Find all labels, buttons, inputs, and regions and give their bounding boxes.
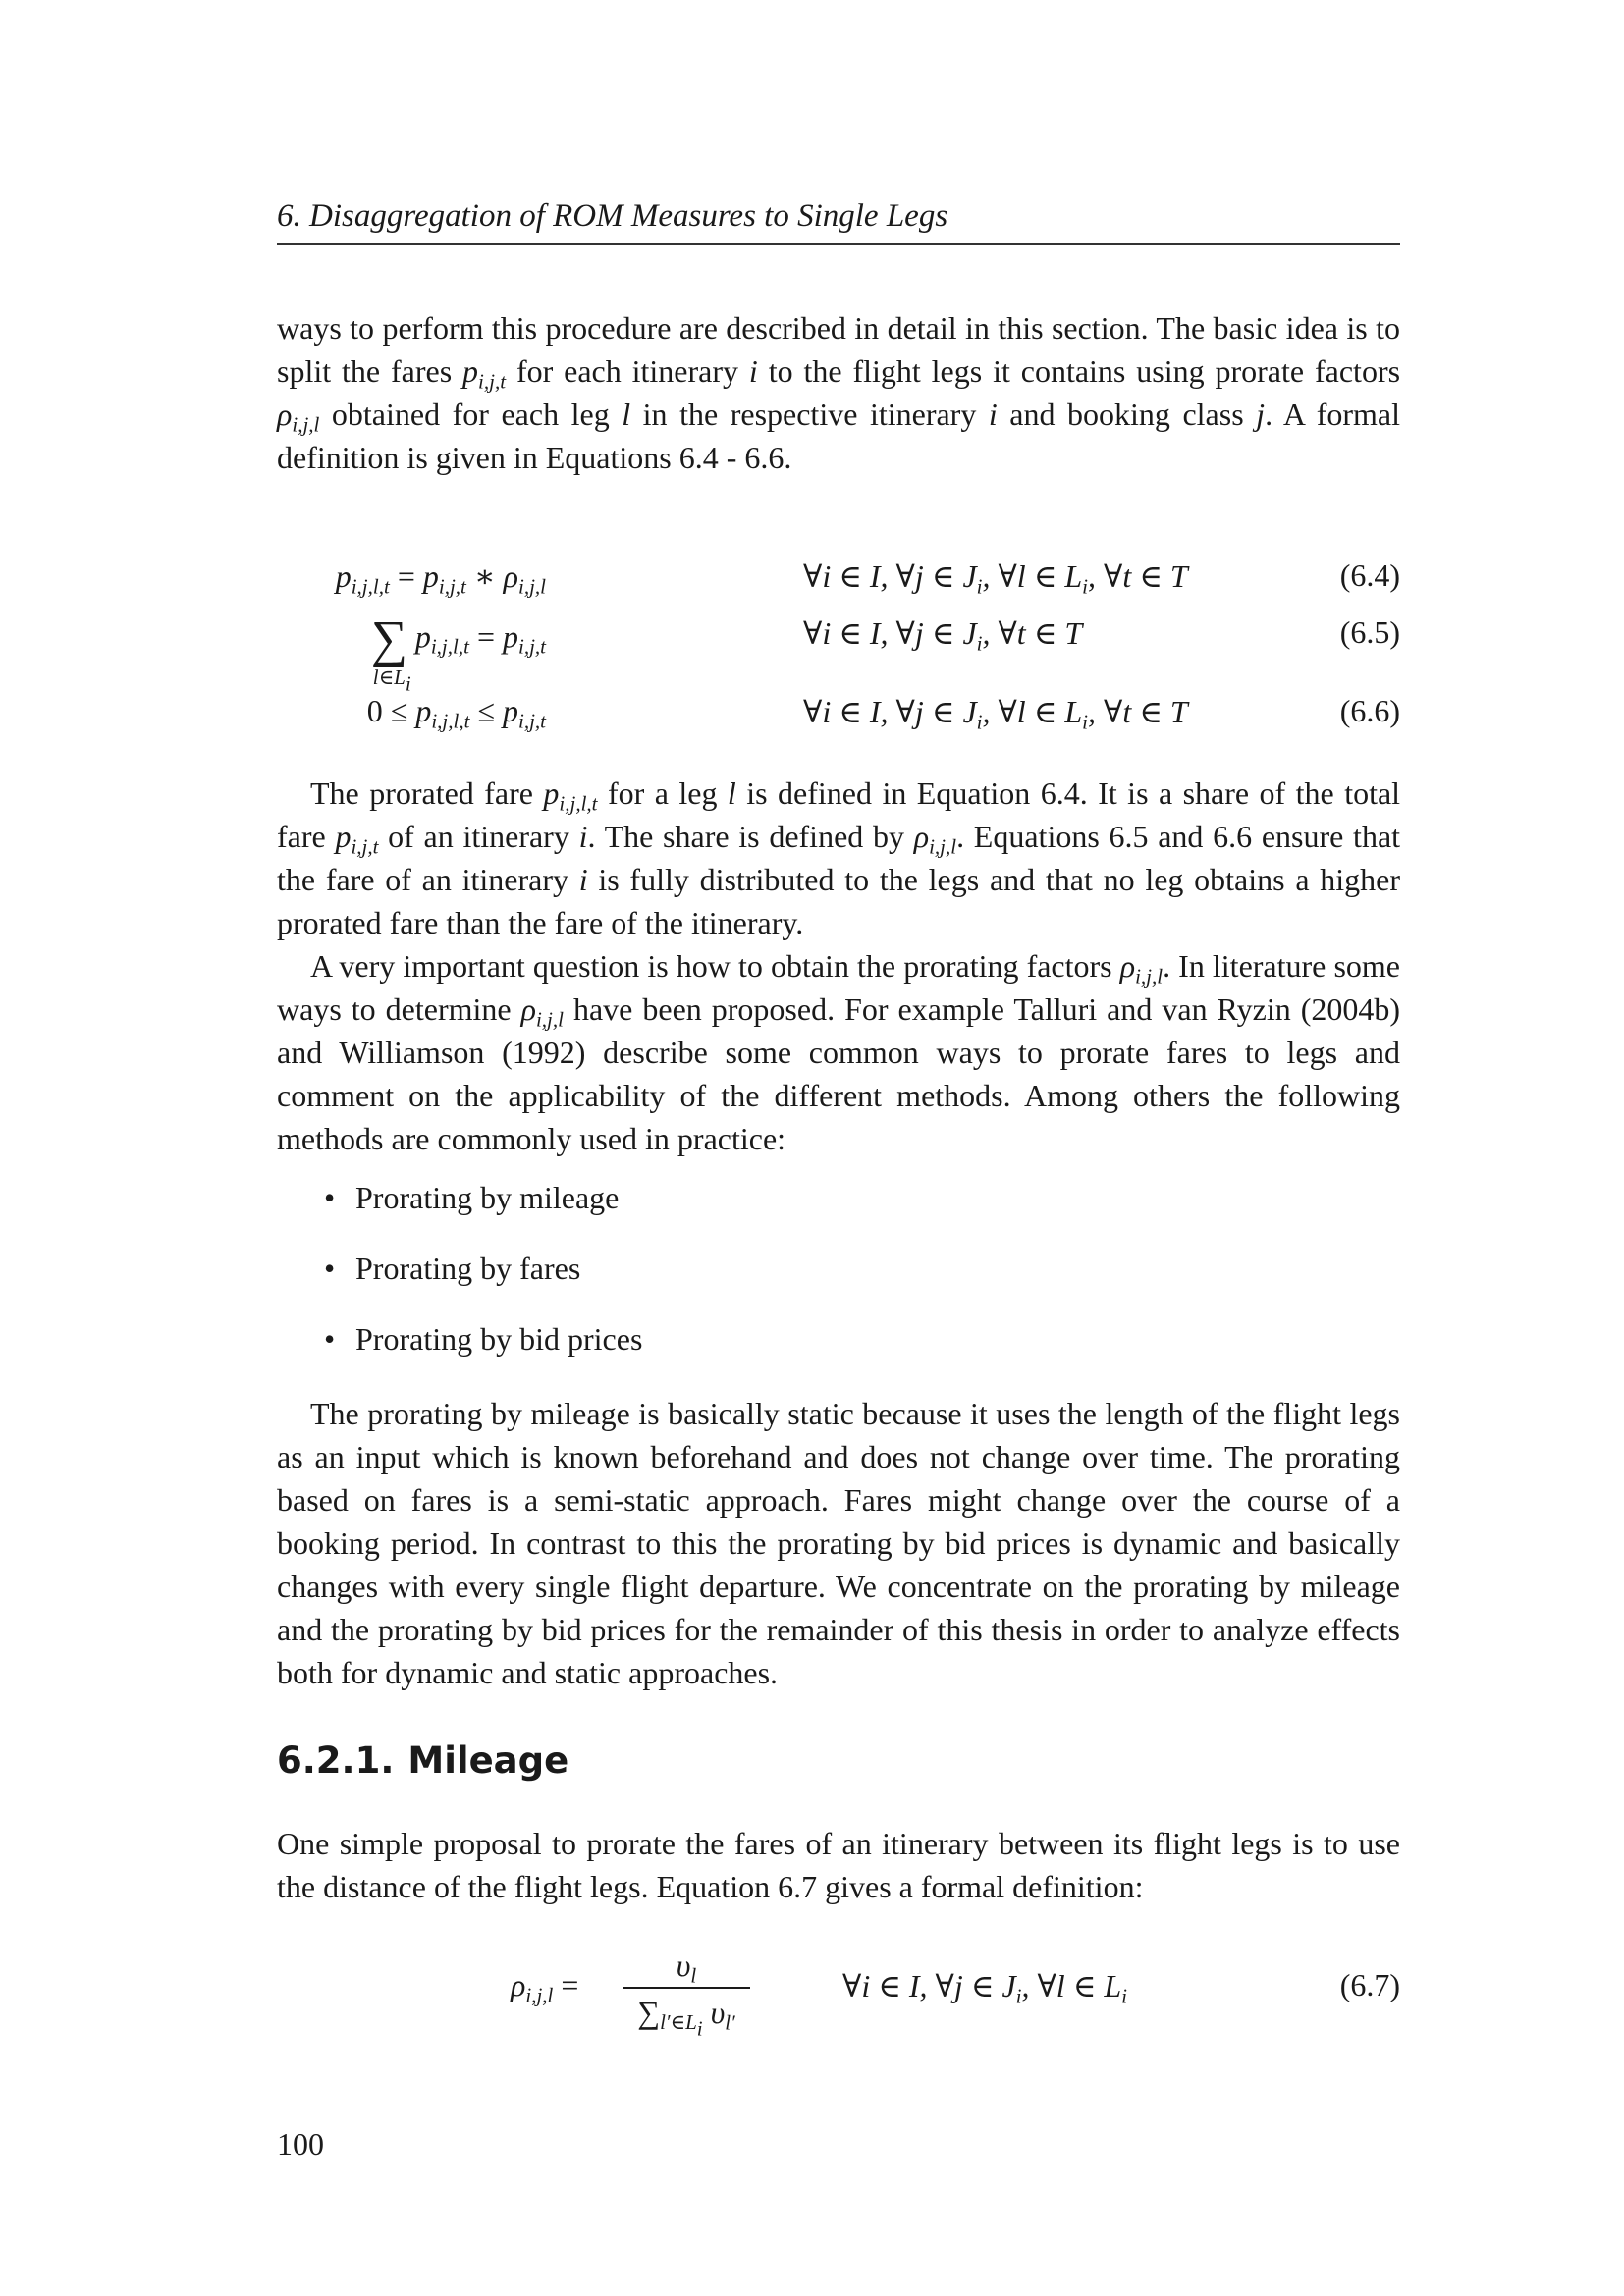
equation-lhs: $\rho_{i,j,l}$ = <box>511 1967 579 2007</box>
intro-paragraph <box>277 306 1400 479</box>
bullet-icon: • <box>324 1321 336 1357</box>
bullet-icon: • <box>324 1180 336 1215</box>
equation-number: (6.4) <box>1339 558 1400 593</box>
equation-6-7 <box>277 1946 1400 2054</box>
static-dynamic-paragraph: The prorating by mileage is basically static because it uses the length of the flight legs as an input which is known beforehand and does not change over time. The prorating based on fares is a semi-static approach. Fares might change over the course of a booking period. In contrast to this the prorating by bid prices is dynamic and basically changes with every single flight departure. We concentrate on the prorating by mileage and the prorating by bid prices for the remainder of this thesis in order to analyze effects both for dynamic and static approaches. <box>277 1396 1400 1690</box>
text: is defined in Equation 6.4. It is a share of the total fare <box>277 775 1401 854</box>
intro-text-7: . A formal definition is given in Equations 6.4 - 6.6. <box>277 397 1400 475</box>
list-item-label: Prorating by fares <box>355 1251 581 1286</box>
text: of an itinerary <box>388 819 569 854</box>
var-p: p <box>462 353 479 389</box>
text: is fully distributed to the legs and that no leg obtains a higher prorated fare than the fare of the itinerary. <box>277 862 1401 940</box>
intro-text-6: and booking class <box>1009 397 1244 432</box>
intro-text-4: obtained for each leg <box>331 397 610 432</box>
equation-condition: ∀i ∈ I, ∀j ∈ $J_i$, ∀l ∈ $L_i$, ∀t ∈ T <box>803 559 1188 599</box>
text: A very important question is how to obtain the prorating factors <box>310 948 1112 984</box>
var-j: j <box>1256 397 1266 432</box>
equation-number: (6.6) <box>1339 693 1400 728</box>
text: . In literature some ways to determine <box>277 948 1400 1027</box>
sub-ijt: i,j,t <box>478 369 507 394</box>
var-i: i <box>748 353 758 389</box>
sub-ijl: i,j,l <box>292 412 320 437</box>
equation-6-4 <box>277 558 1400 616</box>
equation-lhs: $0 \le p_{i,j,l,t} \le p_{i,j,t}$ <box>366 693 546 733</box>
subsection-heading <box>277 1737 568 1785</box>
equation-lhs: $p_{i,j,l,t} = p_{i,j,t}$ ∗ $\rho_{i,j,l}$ <box>335 559 546 599</box>
equation-6-5 <box>277 614 1400 703</box>
prorating-methods-list <box>277 1176 1400 1388</box>
equation-number: (6.5) <box>1339 614 1400 650</box>
text: The prorated fare <box>310 775 533 811</box>
equation-6-6 <box>277 693 1400 752</box>
text: for a leg <box>607 775 718 811</box>
bullet-icon: • <box>324 1251 336 1286</box>
prorated-fare-paragraph: The prorated fare $p_{i,j,l,t}$ for a leg l is defined in Equation 6.4. It is a share of the total fare $p_{i,j,t}$ of an itinerary i. The share is defined by $\rho_{i,j,l}$. Equations 6.5 and 6.6 ensure that the fare of an itinerary i is fully distributed to the legs and that no leg obtains a higher prorated fare than the fare of the itinerary. <box>277 775 1401 940</box>
list-item <box>277 1317 1400 1388</box>
subsection-number: 6.2.1. <box>277 1739 395 1782</box>
running-header: 6. Disaggregation of ROM Measures to Single Legs <box>277 198 948 234</box>
intro-text-2: for each itinerary <box>515 353 739 389</box>
mileage-paragraph: One simple proposal to prorate the fares of an itinerary between its flight legs is to use the distance of the flight legs. Equation 6.7 gives a formal definition: <box>277 1826 1400 1904</box>
header-rule <box>277 243 1400 245</box>
text: . Equations 6.5 and 6.6 ensure that the fare of an itinerary <box>277 819 1401 897</box>
equation-lhs: ∑ $l\in L_i$ $p_{i,j,l,t} = p_{i,j,t}$ <box>370 612 546 696</box>
list-item <box>277 1247 1400 1317</box>
equation-number: (6.7) <box>1339 1967 1400 2002</box>
subsection-title: Mileage <box>407 1739 569 1782</box>
intro-text-1: ways to perform this procedure are described in detail in this section. The basic idea is to split the fares <box>277 310 1400 389</box>
intro-text-3: to the flight legs it contains using prorate factors <box>768 353 1401 389</box>
equation-condition: ∀i ∈ I, ∀j ∈ $J_i$, ∀l ∈ $L_i$, ∀t ∈ T <box>803 694 1188 734</box>
list-item-label: Prorating by mileage <box>355 1180 620 1215</box>
fraction-denominator: $\sum_{l'\in L_i}$ $\upsilon_{l'}$ <box>637 1995 735 2041</box>
equation-condition: ∀i ∈ I, ∀j ∈ $J_i$, ∀t ∈ T <box>803 615 1083 656</box>
text: . The share is defined by <box>587 819 904 854</box>
var-rho: ρ <box>277 397 293 432</box>
fraction-bar <box>623 1987 750 1989</box>
list-item-label: Prorating by bid prices <box>355 1321 643 1357</box>
fraction-numerator: $\upsilon_l$ <box>676 1948 697 1988</box>
var-i: i <box>988 397 998 432</box>
fraction <box>623 1946 750 2041</box>
text: have been proposed. For example Talluri and van Ryzin (2004b) and Williamson (1992) describe some common ways to prorate fares to legs and comment on the applicability of the different methods. Among others the following methods are commonly used in practice: <box>277 991 1401 1156</box>
equation-condition: ∀i ∈ I, ∀j ∈ $J_i$, ∀l ∈ $L_i$ <box>842 1968 1128 2008</box>
intro-text-5: in the respective itinerary <box>642 397 977 432</box>
page-number: 100 <box>277 2126 324 2162</box>
summation-symbol: ∑ $l\in L_i$ <box>370 612 411 696</box>
list-item <box>277 1176 1400 1247</box>
var-l: l <box>622 397 631 432</box>
prorating-question-paragraph: A very important question is how to obtain the prorating factors $\rho_{i,j,l}$. In literature some ways to determine $\rho_{i,j,l}$ have been proposed. For example Talluri and van Ryzin (2004b) and Williamson (1992) describe some common ways to prorate fares to legs and comment on the applicability of the different methods. Among others the following methods are commonly used in practice: <box>277 948 1401 1156</box>
